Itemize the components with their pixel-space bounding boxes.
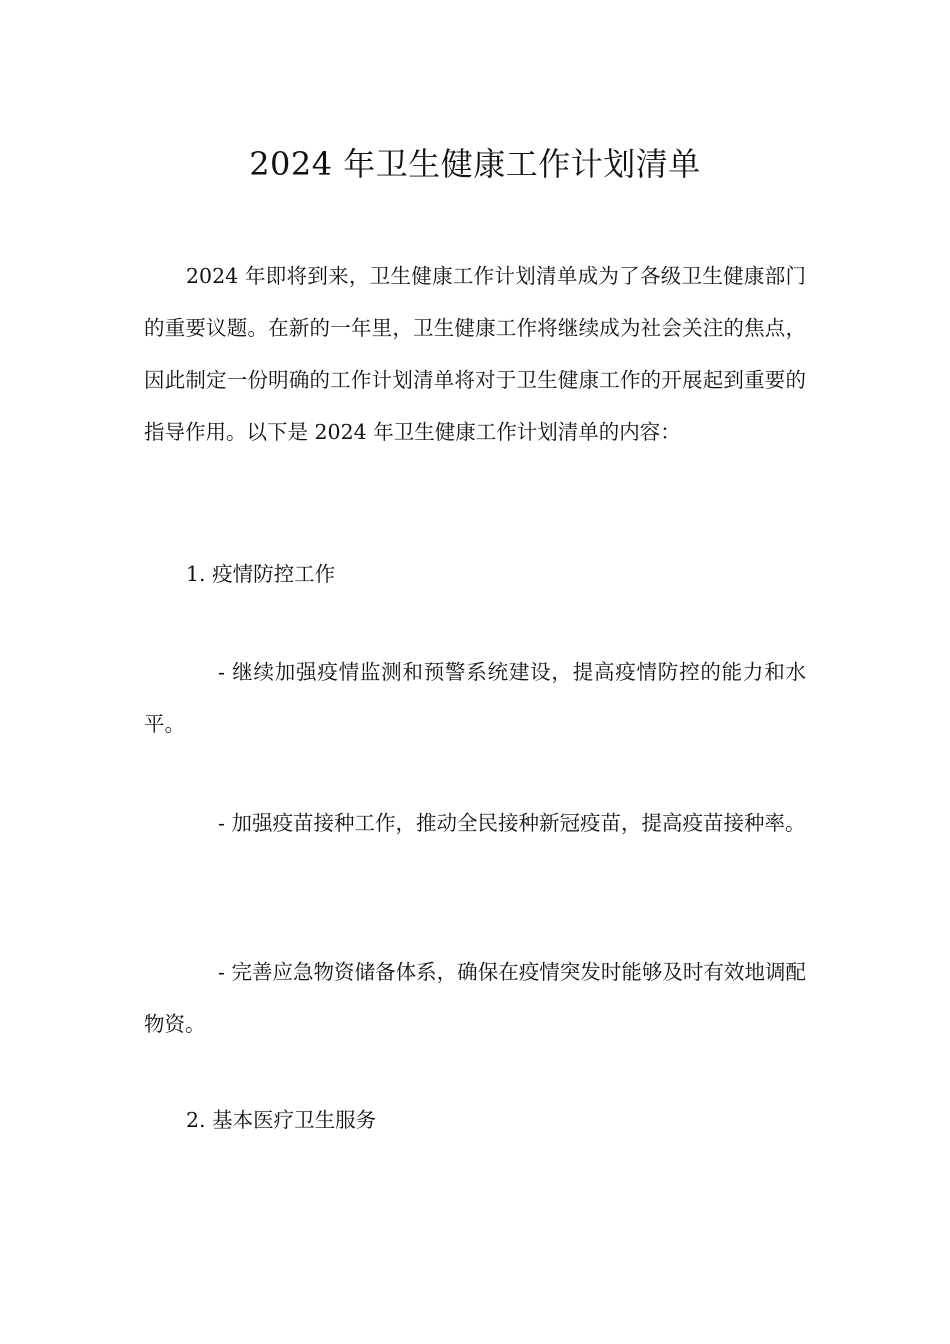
section-heading-basic-medical-services: 2. 基本医疗卫生服务 <box>186 1108 377 1132</box>
list-item: - 继续加强疫情监测和预警系统建设，提高疫情防控的能力和水平。 <box>144 660 806 736</box>
section-heading-epidemic-control: 1. 疫情防控工作 <box>186 562 336 586</box>
list-item: - 加强疫苗接种工作，推动全民接种新冠疫苗，提高疫苗接种率。 <box>218 811 806 835</box>
document-title: 2024 年卫生健康工作计划清单 <box>249 145 701 183</box>
list-item: - 完善应急物资储备体系，确保在疫情突发时能够及时有效地调配物资。 <box>144 960 806 1036</box>
intro-paragraph: 2024 年即将到来，卫生健康工作计划清单成为了各级卫生健康部门的重要议题。在新的一年里，卫生健康工作将继续成为社会关注的焦点，因此制定一份明确的工作计划清单将对于卫生健康工作的开展起到重要的指导作用。以下是 2024 年卫生健康工作计划清单的内容： <box>144 264 806 444</box>
